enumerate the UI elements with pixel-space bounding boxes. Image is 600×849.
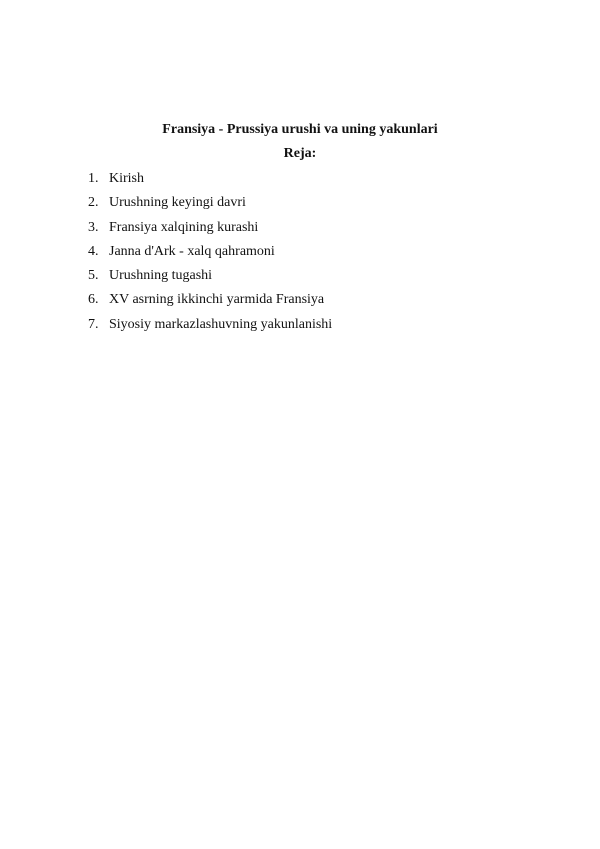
list-item xyxy=(88,219,332,243)
list-item xyxy=(88,267,332,291)
list-item-number: 7. xyxy=(88,316,99,332)
plan-list xyxy=(88,170,332,340)
list-item-number: 2. xyxy=(88,195,99,211)
list-item-text: Urushning tugashi xyxy=(109,268,213,284)
list-item-text: Janna d'Ark - xalq qahramoni xyxy=(109,243,275,259)
list-item xyxy=(88,291,332,315)
document-title: Fransiya - Prussiya urushi va uning yakunlari xyxy=(162,122,438,137)
list-item xyxy=(88,243,332,267)
list-item-number: 5. xyxy=(88,268,99,284)
list-item xyxy=(88,194,332,218)
list-item-number: 6. xyxy=(88,292,99,308)
list-item-number: 1. xyxy=(88,171,99,186)
list-item xyxy=(88,316,332,340)
plan-heading: Reja: xyxy=(283,146,317,161)
list-item-text: Kirish xyxy=(109,171,144,186)
list-item-number: 4. xyxy=(88,243,99,259)
list-item xyxy=(88,170,332,194)
list-item-number: 3. xyxy=(88,219,99,235)
list-item-text: XV asrning ikkinchi yarmida Fransiya xyxy=(109,292,325,308)
list-item-text: Urushning keyingi davri xyxy=(109,195,246,211)
list-item-text: Siyosiy markazlashuvning yakunlanishi xyxy=(109,316,333,332)
list-item-text: Fransiya xalqining kurashi xyxy=(109,219,259,235)
